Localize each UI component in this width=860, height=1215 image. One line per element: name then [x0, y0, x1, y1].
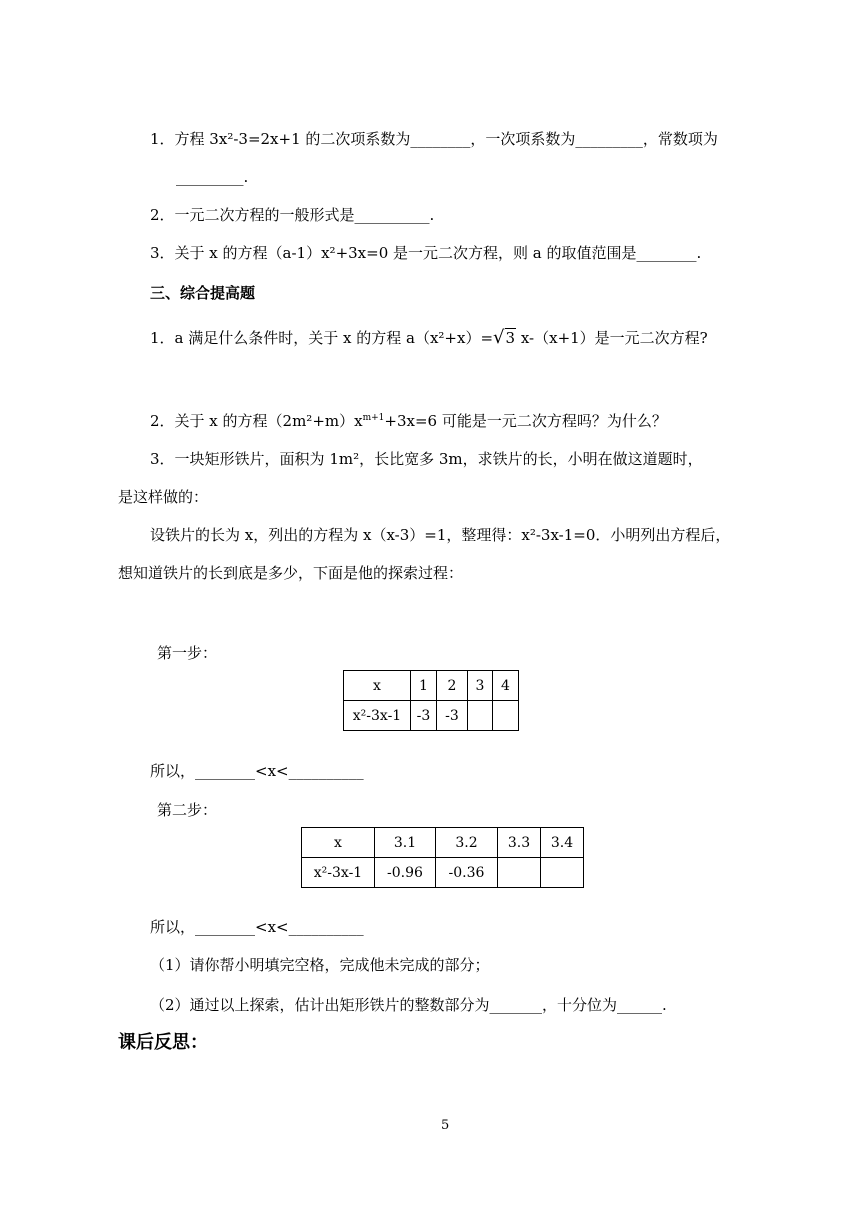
step-1-label: 第一步：: [157, 644, 218, 662]
table-cell: [541, 858, 584, 888]
table-cell: -3: [437, 701, 468, 731]
table-row: [302, 828, 584, 858]
step-2-conclusion: 所以，________<x<__________: [150, 918, 364, 936]
table-cell: x: [302, 828, 375, 858]
table-cell: 3: [468, 671, 493, 701]
problem-2: [150, 411, 667, 431]
problem-3-line-c: 设铁片的长为 x，列出的方程为 x（x-3）=1，整理得：x²-3x-1=0．小明列出方程后，: [150, 526, 731, 544]
sqrt-symbol: √3: [493, 327, 516, 348]
task-2: （2）通过以上探索，估计出矩形铁片的整数部分为_______，十分位为______.: [150, 996, 667, 1014]
table-cell: -0.96: [375, 858, 436, 888]
step-1-table: [343, 670, 519, 731]
table-cell: 3.4: [541, 828, 584, 858]
problem-2-exponent: m+1: [362, 413, 385, 423]
table-cell: 3.1: [375, 828, 436, 858]
table-cell: 1: [411, 671, 437, 701]
table-row: [344, 701, 519, 731]
problem-3-line-d: 想知道铁片的长到底是多少，下面是他的探索过程：: [118, 564, 464, 582]
section-heading: 三、综合提高题: [150, 284, 256, 302]
problem-1-post: x-（x+1）是一元二次方程?: [516, 329, 708, 347]
table-cell: 4: [493, 671, 519, 701]
table-cell: [493, 701, 519, 731]
table-cell: 3.3: [498, 828, 541, 858]
problem-2-pre: 2．关于 x 的方程（2m²+m）x: [150, 412, 363, 430]
table-cell: x: [344, 671, 411, 701]
table-cell: [498, 858, 541, 888]
q2-line: 2．一元二次方程的一般形式是__________.: [150, 206, 435, 224]
table-cell: -3: [411, 701, 437, 731]
table-cell: 3.2: [436, 828, 498, 858]
table-cell: x²-3x-1: [302, 858, 375, 888]
reflection-heading: 课后反思：: [118, 1032, 208, 1053]
table-cell: -0.36: [436, 858, 498, 888]
step-2-label: 第二步：: [157, 801, 218, 819]
q1-line-a: 1．方程 3x²-3=2x+1 的二次项系数为________，一次项系数为_________，常数项为: [150, 130, 718, 148]
table-cell: 2: [437, 671, 468, 701]
page-number: 5: [441, 1118, 450, 1133]
table-cell: [468, 701, 493, 731]
task-1: （1）请你帮小明填完空格，完成他未完成的部分；: [150, 956, 490, 974]
problem-1-pre: 1．a 满足什么条件时，关于 x 的方程 a（x²+x）=: [150, 329, 494, 347]
table-row: [344, 671, 519, 701]
table-cell: x²-3x-1: [344, 701, 411, 731]
q3-line: 3．关于 x 的方程（a-1）x²+3x=0 是一元二次方程，则 a 的取值范围是________.: [150, 244, 702, 262]
problem-3-line-a: 3．一块矩形铁片，面积为 1m²，长比宽多 3m，求铁片的长，小明在做这道题时，: [150, 450, 703, 468]
problem-1: [150, 328, 708, 348]
problem-3-line-b: 是这样做的：: [118, 488, 209, 506]
problem-2-post: +3x=6 可能是一元二次方程吗？为什么？: [384, 412, 667, 430]
table-row: [302, 858, 584, 888]
sqrt-radicand: 3: [505, 329, 516, 347]
q1-line-b: _________.: [176, 168, 249, 186]
step-1-conclusion: 所以，________<x<__________: [150, 762, 364, 780]
step-2-table: [301, 827, 584, 888]
